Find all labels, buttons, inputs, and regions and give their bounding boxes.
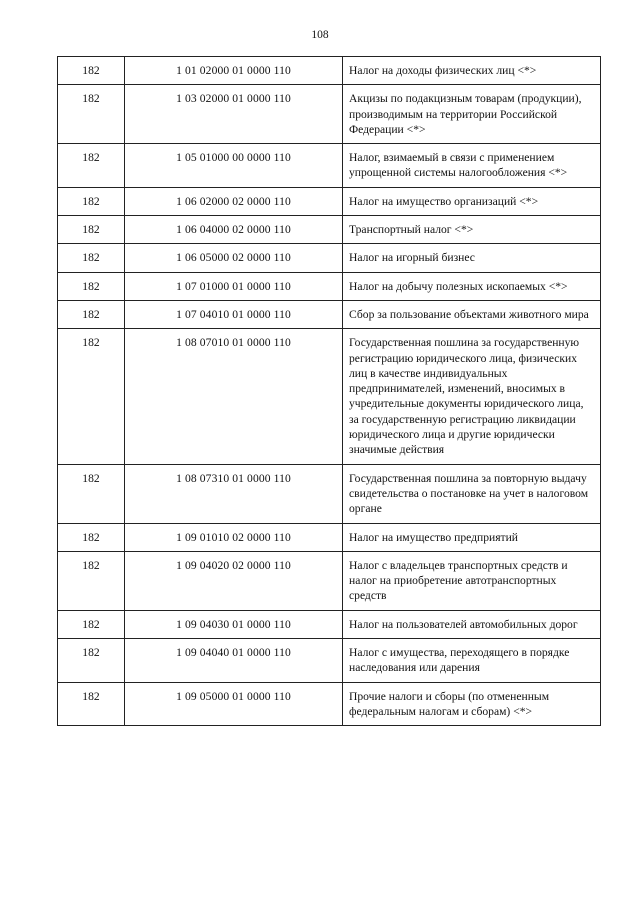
revenue-name-cell: Государственная пошлина за повторную выдачу свидетельства о постановке на учет в налоговом органе bbox=[343, 464, 601, 523]
revenue-name-cell: Акцизы по подакцизным товарам (продукции), производимым на территории Российской Федерации <*> bbox=[343, 85, 601, 144]
budget-classification-code-cell: 1 09 04020 02 0000 110 bbox=[125, 551, 343, 610]
administrator-code-cell: 182 bbox=[58, 523, 125, 551]
administrator-code-cell: 182 bbox=[58, 300, 125, 328]
table-row bbox=[58, 300, 601, 328]
budget-classification-code-cell: 1 09 05000 01 0000 110 bbox=[125, 682, 343, 726]
revenue-name-cell: Налог на доходы физических лиц <*> bbox=[343, 57, 601, 85]
administrator-code-cell: 182 bbox=[58, 610, 125, 638]
table-row bbox=[58, 682, 601, 726]
revenue-name-cell: Прочие налоги и сборы (по отмененным федеральным налогам и сборам) <*> bbox=[343, 682, 601, 726]
budget-classification-code-cell: 1 01 02000 01 0000 110 bbox=[125, 57, 343, 85]
table-row bbox=[58, 187, 601, 215]
budget-classification-code-cell: 1 05 01000 00 0000 110 bbox=[125, 144, 343, 188]
table-row bbox=[58, 551, 601, 610]
revenue-name-cell: Налог, взимаемый в связи с применением упрощенной системы налогообложения <*> bbox=[343, 144, 601, 188]
table-row bbox=[58, 57, 601, 85]
revenue-name-cell: Государственная пошлина за государственную регистрацию юридического лица, физических лиц в качестве индивидуальных предпринимателей, изменений, вносимых в учредительные документы юридического лица, за государственную регистрацию ликвидации юридического лица и другие юридически значимые действия bbox=[343, 329, 601, 464]
revenue-name-cell: Транспортный налог <*> bbox=[343, 216, 601, 244]
administrator-code-cell: 182 bbox=[58, 272, 125, 300]
budget-classification-code-cell: 1 06 02000 02 0000 110 bbox=[125, 187, 343, 215]
administrator-code-cell: 182 bbox=[58, 551, 125, 610]
table-row bbox=[58, 639, 601, 683]
table-row bbox=[58, 85, 601, 144]
table-row bbox=[58, 329, 601, 464]
table-row bbox=[58, 216, 601, 244]
table-row bbox=[58, 272, 601, 300]
revenue-name-cell: Налог на добычу полезных ископаемых <*> bbox=[343, 272, 601, 300]
revenue-name-cell: Налог на имущество предприятий bbox=[343, 523, 601, 551]
budget-classification-code-cell: 1 08 07310 01 0000 110 bbox=[125, 464, 343, 523]
administrator-code-cell: 182 bbox=[58, 639, 125, 683]
revenue-codes-table bbox=[57, 56, 601, 726]
administrator-code-cell: 182 bbox=[58, 187, 125, 215]
budget-classification-code-cell: 1 09 01010 02 0000 110 bbox=[125, 523, 343, 551]
revenue-name-cell: Налог с владельцев транспортных средств и налог на приобретение автотранспортных средств bbox=[343, 551, 601, 610]
budget-classification-code-cell: 1 07 04010 01 0000 110 bbox=[125, 300, 343, 328]
budget-classification-code-cell: 1 03 02000 01 0000 110 bbox=[125, 85, 343, 144]
table-row bbox=[58, 464, 601, 523]
page-number: 108 bbox=[311, 29, 329, 41]
revenue-name-cell: Сбор за пользование объектами животного мира bbox=[343, 300, 601, 328]
revenue-name-cell: Налог на пользователей автомобильных дорог bbox=[343, 610, 601, 638]
table-row bbox=[58, 244, 601, 272]
revenue-name-cell: Налог на игорный бизнес bbox=[343, 244, 601, 272]
administrator-code-cell: 182 bbox=[58, 682, 125, 726]
administrator-code-cell: 182 bbox=[58, 144, 125, 188]
administrator-code-cell: 182 bbox=[58, 216, 125, 244]
table-row bbox=[58, 610, 601, 638]
budget-classification-code-cell: 1 06 04000 02 0000 110 bbox=[125, 216, 343, 244]
budget-classification-code-cell: 1 06 05000 02 0000 110 bbox=[125, 244, 343, 272]
table-body bbox=[58, 57, 601, 726]
budget-classification-code-cell: 1 09 04040 01 0000 110 bbox=[125, 639, 343, 683]
budget-classification-code-cell: 1 08 07010 01 0000 110 bbox=[125, 329, 343, 464]
budget-classification-code-cell: 1 07 01000 01 0000 110 bbox=[125, 272, 343, 300]
administrator-code-cell: 182 bbox=[58, 329, 125, 464]
administrator-code-cell: 182 bbox=[58, 85, 125, 144]
budget-classification-code-cell: 1 09 04030 01 0000 110 bbox=[125, 610, 343, 638]
administrator-code-cell: 182 bbox=[58, 244, 125, 272]
table-row bbox=[58, 523, 601, 551]
revenue-name-cell: Налог с имущества, переходящего в порядке наследования или дарения bbox=[343, 639, 601, 683]
revenue-name-cell: Налог на имущество организаций <*> bbox=[343, 187, 601, 215]
table-row bbox=[58, 144, 601, 188]
administrator-code-cell: 182 bbox=[58, 57, 125, 85]
administrator-code-cell: 182 bbox=[58, 464, 125, 523]
